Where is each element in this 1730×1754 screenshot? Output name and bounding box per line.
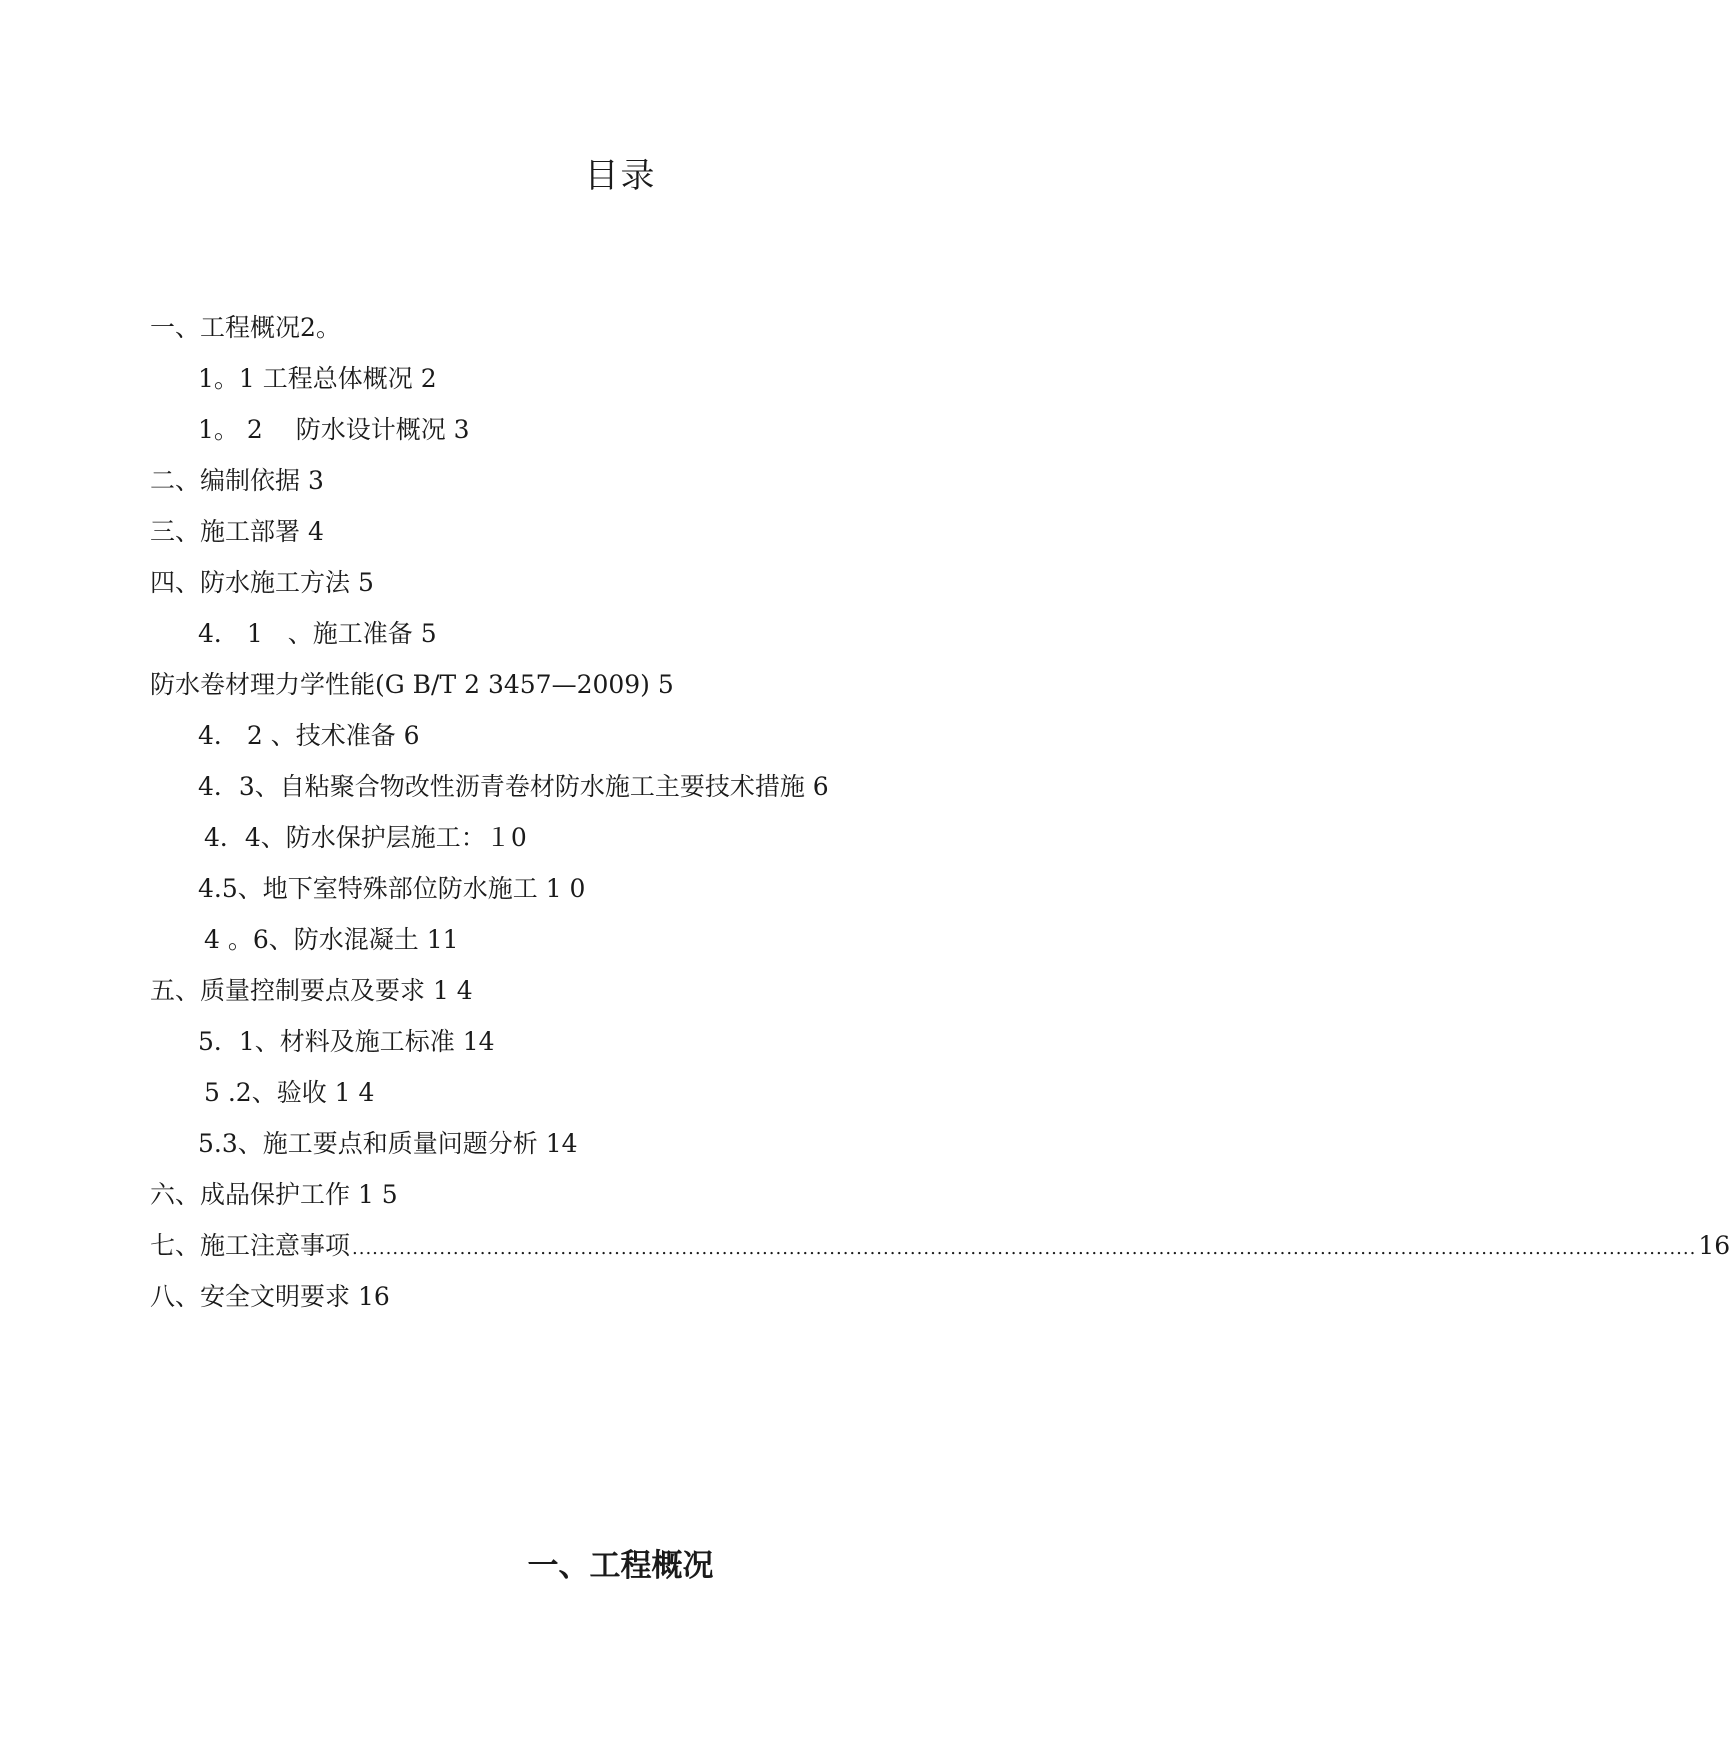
toc-entry[interactable]: [150, 914, 1125, 965]
table-of-contents: [150, 302, 1730, 1322]
toc-entry[interactable]: [150, 302, 1125, 353]
toc-entry-label: 4． 1 、施工准备 5: [198, 619, 437, 648]
toc-entry-label: 4．3、自粘聚合物改性沥青卷材防水施工主要技术措施 6: [198, 772, 829, 801]
toc-entry-label: 4．4、防水保护层施工：１0: [204, 823, 527, 852]
toc-entry[interactable]: [150, 1271, 1125, 1322]
toc-entry-label: 一、工程概况2。: [150, 313, 341, 342]
toc-entry-label: 1。 2 防水设计概况 3: [198, 415, 470, 444]
toc-entry[interactable]: [150, 455, 1125, 506]
toc-entry-label: 4 。6、防水混凝土 11: [204, 925, 459, 954]
toc-entry[interactable]: [150, 557, 1125, 608]
toc-entry[interactable]: [150, 506, 1125, 557]
toc-entry[interactable]: [150, 353, 1125, 404]
toc-entry-label: 5.3、施工要点和质量问题分析 14: [198, 1129, 578, 1158]
toc-entry[interactable]: [150, 404, 1125, 455]
toc-entry[interactable]: [150, 965, 1125, 1016]
toc-entry-label: 三、施工部署 4: [150, 517, 324, 546]
toc-entry-label: 5．1、材料及施工标准 14: [198, 1027, 495, 1056]
toc-title: 目录: [584, 156, 657, 196]
toc-entry[interactable]: [150, 1118, 1125, 1169]
toc-entry[interactable]: [150, 659, 1125, 710]
toc-entry[interactable]: [150, 1067, 1125, 1118]
section-heading: 一、工程概况: [527, 1548, 714, 1584]
toc-entry-label: 四、防水施工方法 5: [150, 568, 374, 597]
toc-dot-leader: ........................................................................................................................................................................................................: [352, 1238, 1697, 1259]
toc-entry-label: 七、施工注意事项: [150, 1231, 351, 1260]
toc-entry[interactable]: [150, 863, 1125, 914]
toc-entry[interactable]: [150, 1169, 1125, 1220]
toc-entry-label: 4.5、地下室特殊部位防水施工 1 0: [198, 874, 586, 903]
toc-entry-label: 六、成品保护工作 1 5: [150, 1180, 398, 1209]
toc-entry-label: 防水卷材理力学性能(G B/T 2 3457—2009) 5: [150, 670, 674, 699]
toc-entry-label: 5 .2、验收 1 4: [204, 1078, 375, 1107]
toc-entry-label: 二、编制依据 3: [150, 466, 324, 495]
toc-entry-label: 1。1 工程总体概况 2: [198, 364, 437, 393]
toc-entry-label: 八、安全文明要求 16: [150, 1282, 390, 1311]
toc-entry-label: 五、质量控制要点及要求 1 4: [150, 976, 473, 1005]
toc-entry[interactable]: [150, 1220, 1730, 1271]
toc-entry[interactable]: [150, 710, 1125, 761]
toc-entry-label: 4． 2 、技术准备 6: [198, 721, 420, 750]
toc-entry-page: 16: [1698, 1231, 1730, 1260]
toc-entry[interactable]: [150, 1016, 1125, 1067]
toc-entry[interactable]: [150, 608, 1125, 659]
toc-entry[interactable]: [150, 812, 1125, 863]
toc-entry[interactable]: [150, 761, 1125, 812]
